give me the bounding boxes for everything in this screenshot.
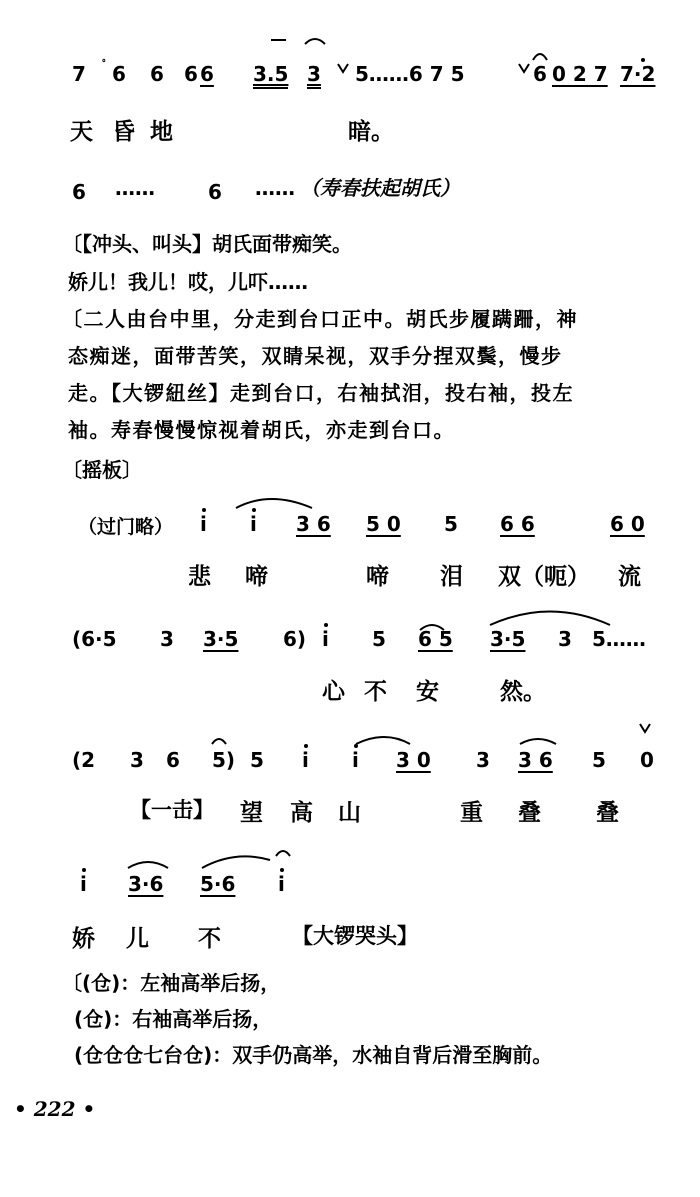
lyric: 啼 <box>366 564 389 590</box>
grace-note: ﾟ <box>102 58 109 72</box>
stage-direction-line: (仓仓仓七台仓)：双手仍高举，水袖自背后滑至胸前。 <box>74 1043 553 1067</box>
note-group: 0 2 7 <box>552 62 608 86</box>
note: 6) <box>283 627 307 651</box>
row5-slur <box>356 737 410 744</box>
octave-dot <box>354 744 358 748</box>
note-group: 5) <box>212 748 236 772</box>
lyric: 昏 <box>112 119 135 145</box>
note-rest: 0 <box>640 748 654 772</box>
note-high: i <box>80 872 87 896</box>
stage-direction: （寿春扶起胡氏） <box>300 176 460 200</box>
lyric: 啼 <box>245 564 268 590</box>
row5-breath-mark <box>640 724 650 732</box>
octave-dot <box>324 623 328 627</box>
note-group: 3.5 <box>253 62 288 89</box>
lyric: 悲 <box>188 564 211 590</box>
note: 6 <box>200 62 214 86</box>
note-group: 5 0 <box>366 512 401 536</box>
octave-dot <box>82 868 86 872</box>
note: 6 <box>112 62 126 86</box>
stage-direction-line: 袖。寿春慢慢惊视着胡氏，亦走到台口。 <box>68 418 455 442</box>
note: 6 <box>72 180 86 204</box>
row6-fermata <box>276 851 290 856</box>
octave-dot <box>304 744 308 748</box>
note-group: 3·6 <box>128 872 164 896</box>
note-group: 3 6 <box>296 512 331 536</box>
note: 3 <box>307 62 321 89</box>
note-group: 6 0 <box>610 512 645 536</box>
note-group: (6·5 <box>72 627 117 651</box>
lyric: 不 <box>364 679 387 705</box>
note-high: i <box>302 748 309 772</box>
banshi-label: 〔摇板〕 <box>62 458 142 482</box>
note-group: 3·5 <box>490 627 526 651</box>
lyric: 娇 <box>72 926 95 952</box>
note-7: 7 <box>72 62 86 86</box>
note-group: 6 5 <box>418 627 453 651</box>
note-group: 3·5 <box>203 627 239 651</box>
note-run: 5…… <box>592 627 646 651</box>
lyric: 望 <box>240 800 263 826</box>
row6-slur <box>128 862 168 868</box>
lyric: 然。 <box>500 679 546 705</box>
lyric: 山 <box>338 800 361 826</box>
octave-dot <box>202 508 206 512</box>
row1-breath-mark <box>338 64 348 72</box>
lyric: 叠 <box>518 800 541 826</box>
note: 6 <box>208 180 222 204</box>
lyric: 暗。 <box>348 119 394 145</box>
note-group: (2 <box>72 748 96 772</box>
lyric: 儿 <box>126 926 149 952</box>
note-high: i <box>322 627 329 651</box>
note: 6 <box>150 62 164 86</box>
octave-dot <box>252 508 256 512</box>
note-group: 3 6 <box>518 748 553 772</box>
lyric: 心 <box>322 679 345 705</box>
lyric: 安 <box>416 679 439 705</box>
note-run: 5……6 7 5 <box>355 62 465 86</box>
note-high: i <box>278 872 285 896</box>
ellipsis: …… <box>255 176 295 200</box>
note: 3 <box>476 748 490 772</box>
note: 5 <box>444 512 458 536</box>
lyric: 高 <box>290 800 313 826</box>
lyric: 地 <box>150 119 173 145</box>
stage-direction-line: (仓)：右袖高举后扬， <box>74 1007 273 1031</box>
octave-dot <box>280 868 284 872</box>
lyric: 流 <box>618 564 641 590</box>
stage-direction-line: 〔二人由台中里，分走到台口正中。胡氏步履蹒跚，神 <box>62 307 578 331</box>
note-high: i <box>352 748 359 772</box>
stage-direction: 〔【冲头、叫头】胡氏面带痴笑。 <box>62 232 352 256</box>
stage-direction-line: 〔(仓)：左袖高举后扬， <box>62 971 281 995</box>
note: 5 <box>250 748 264 772</box>
lyric: 泪 <box>440 564 463 590</box>
lyric: 双（呃） <box>498 564 590 590</box>
note: 3 <box>130 748 144 772</box>
row1-slur <box>305 39 325 44</box>
octave-dot <box>641 58 645 62</box>
note: 3 <box>160 627 174 651</box>
note: 6 <box>166 748 180 772</box>
note-group: 5·6 <box>200 872 236 896</box>
lyric: 不 <box>198 926 221 952</box>
row4-slur-long <box>490 612 610 626</box>
lyric: 天 <box>70 119 93 145</box>
spoken-line: 娇儿！我儿！哎，儿吓…… <box>68 270 308 294</box>
row3-slur <box>236 499 312 508</box>
note-group: 3 0 <box>396 748 431 772</box>
stage-direction-line: 走。【大锣紐丝】走到台口，右袖拭泪，投右袖，投左 <box>68 381 574 405</box>
note: 3 <box>558 627 572 651</box>
note: 6 <box>184 62 198 86</box>
row6-slur-2 <box>202 856 270 868</box>
row5-fermata <box>212 739 226 744</box>
prelude-label: （过门略） <box>78 516 174 538</box>
note: 5 <box>372 627 386 651</box>
lyric: 叠 <box>596 800 619 826</box>
note-high-1: i <box>250 512 257 536</box>
ellipsis: …… <box>115 176 155 200</box>
lyric: 重 <box>460 800 483 826</box>
page-number: • 222 • <box>14 1097 96 1121</box>
row1-fermata <box>533 54 547 60</box>
note-group: 7·2 <box>620 62 656 86</box>
stage-direction-line: 态痴迷，面带苦笑，双睛呆视，双手分捏双鬓，慢步 <box>68 344 563 368</box>
note: 5 <box>592 748 606 772</box>
note-group: 6 6 <box>500 512 535 536</box>
note: 6 <box>533 62 547 86</box>
percussion-cue: 【一击】 <box>130 798 214 822</box>
row5-slur-2 <box>520 739 556 744</box>
row1-breath-mark-2 <box>519 64 529 72</box>
note-high-1: i <box>200 512 207 536</box>
percussion-cue: 【大锣哭头】 <box>292 924 418 948</box>
